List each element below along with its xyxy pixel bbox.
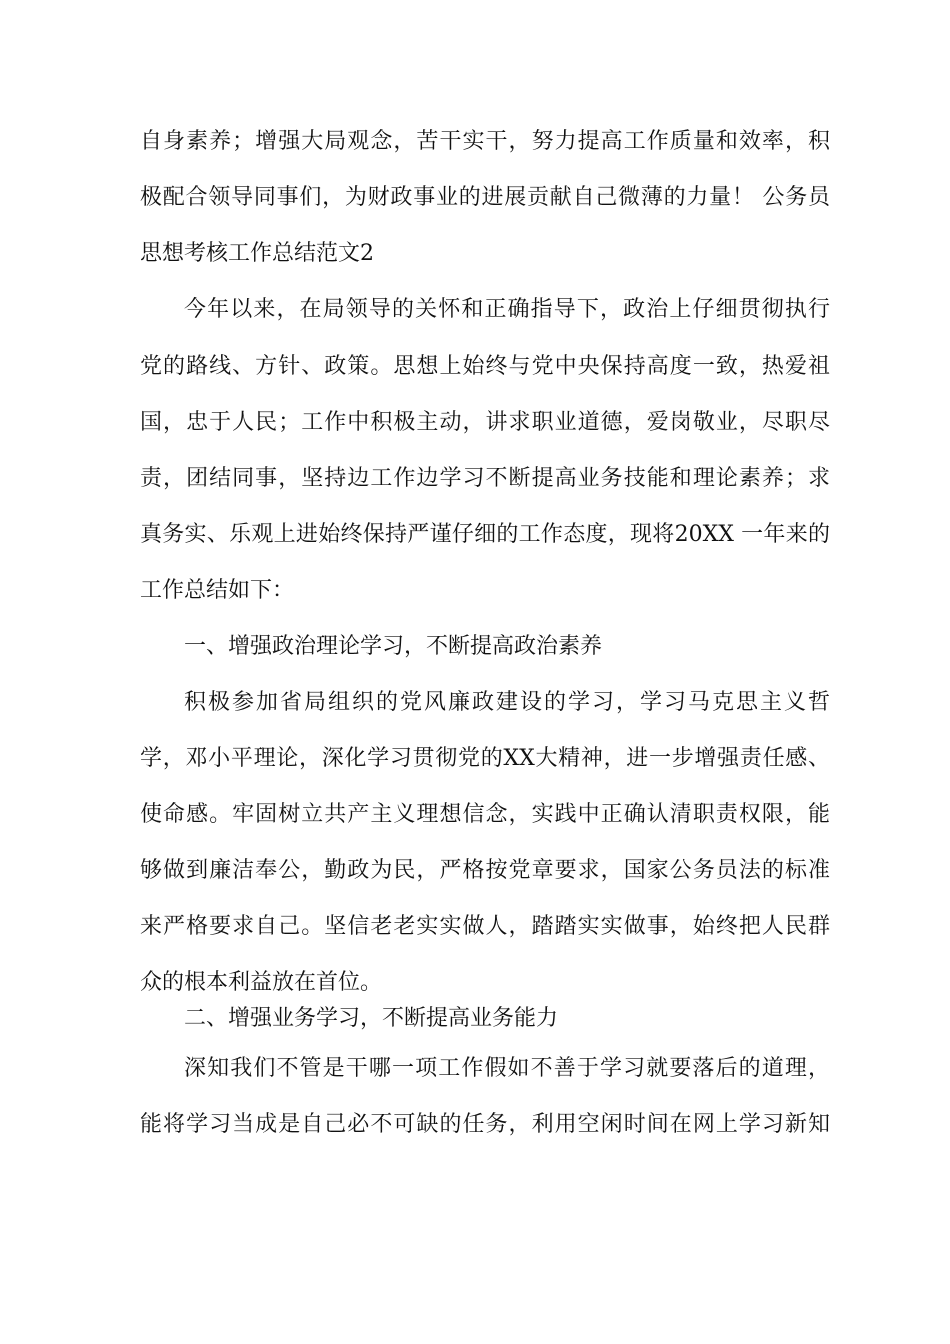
text-line: 党的路线、方针、政策。思想上始终与党中央保持高度一致，热爱祖 <box>140 354 830 379</box>
paragraph-first-line: 积极参加省局组织的党风廉政建设的学习，学习马克思主义哲 <box>184 690 830 715</box>
paragraph-first-line: 深知我们不管是干哪一项工作假如不善于学习就要落后的道理， <box>184 1056 830 1081</box>
text-line: 国，忠于人民；工作中积极主动，讲求职业道德，爱岗敬业，尽职尽 <box>140 410 830 435</box>
paragraph-first-line: 今年以来，在局领导的关怀和正确指导下，政治上仔细贯彻执行 <box>184 297 830 322</box>
text-line: 责，团结同事，坚持边工作边学习不断提高业务技能和理论素养；求 <box>140 466 830 491</box>
text-line: 众的根本利益放在首位。 <box>140 970 383 995</box>
section-heading: 一、增强政治理论学习，不断提高政治素养 <box>184 634 603 659</box>
section-heading: 思想考核工作总结范文2 <box>140 241 374 266</box>
text-line: 能将学习当成是自己必不可缺的任务，利用空闲时间在网上学习新知 <box>140 1112 830 1137</box>
section-heading: 二、增强业务学习，不断提高业务能力 <box>184 1006 559 1031</box>
text-line: 学，邓小平理论，深化学习贯彻党的XX大精神，进一步增强责任感、 <box>140 746 830 771</box>
text-line: 工作总结如下： <box>140 578 295 603</box>
text-line: 极配合领导同事们，为财政事业的进展贡献自己微薄的力量！ 公务员 <box>140 185 830 210</box>
text-line: 够做到廉洁奉公，勤政为民，严格按党章要求，国家公务员法的标准 <box>140 858 830 883</box>
text-line: 使命感。牢固树立共产主义理想信念，实践中正确认清职责权限，能 <box>140 802 830 827</box>
text-line: 真务实、乐观上进始终保持严谨仔细的工作态度，现将20XX 一年来的 <box>140 522 830 547</box>
text-line: 自身素养；增强大局观念，苦干实干，努力提高工作质量和效率，积 <box>140 129 830 154</box>
text-line: 来严格要求自己。坚信老老实实做人，踏踏实实做事，始终把人民群 <box>140 914 830 939</box>
